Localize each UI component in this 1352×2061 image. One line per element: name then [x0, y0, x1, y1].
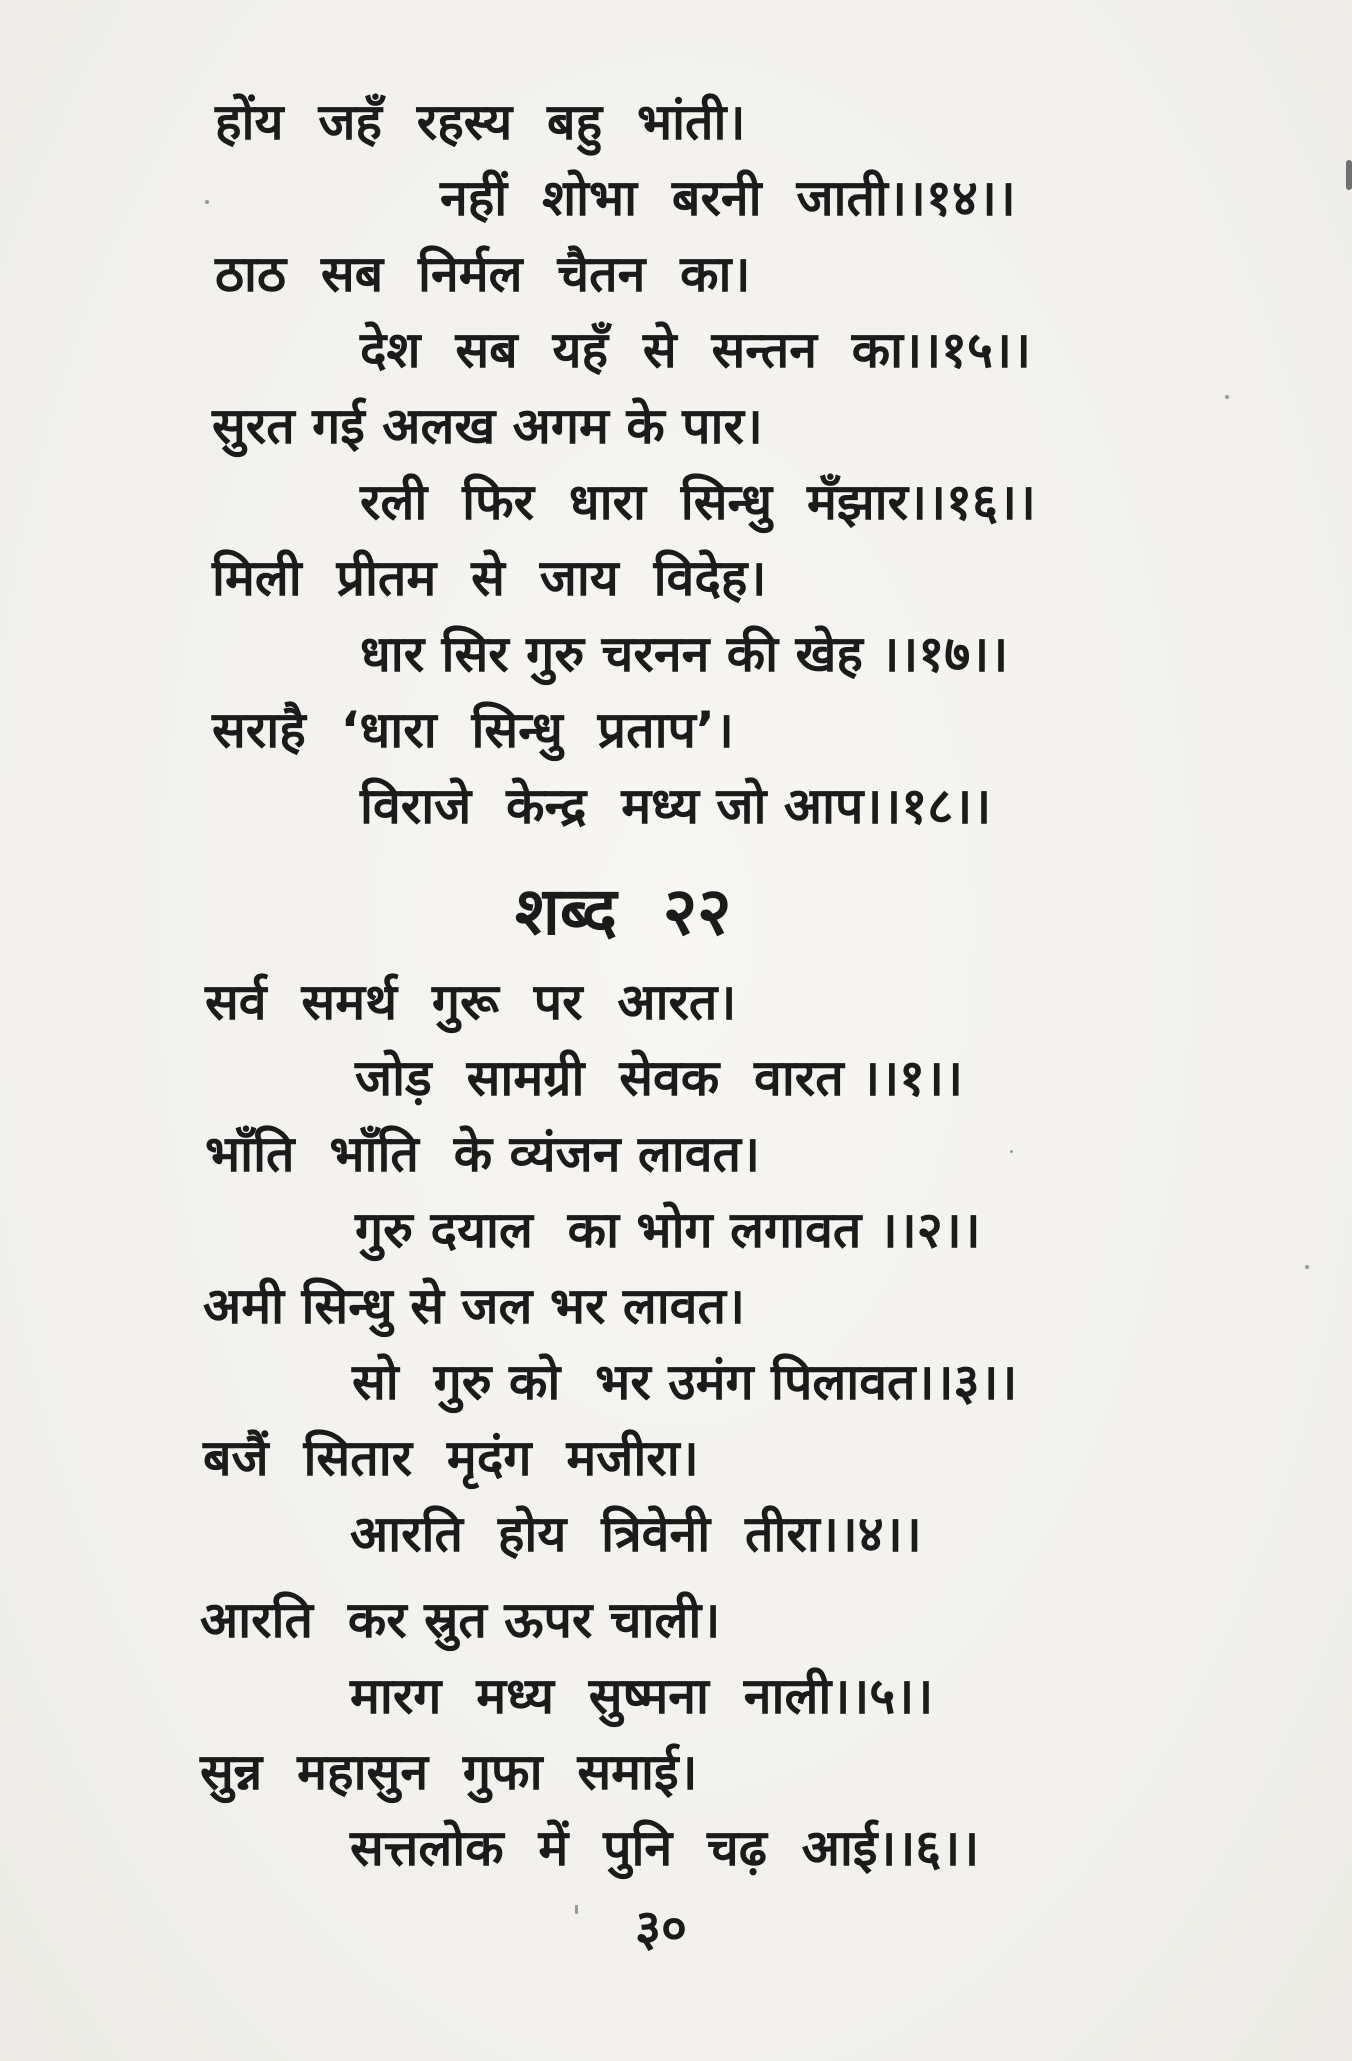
- verse-line: ठाठ सब निर्मल चैतन का।: [215, 245, 751, 303]
- verse-line: जोड़ सामग्री सेवक वारत ।।१।।: [355, 1049, 963, 1107]
- verse-line: बजैं सितार मृदंग मजीरा।: [203, 1429, 699, 1487]
- verse-line: देश सब यहँ से सन्तन का।।१५।।: [360, 321, 1031, 379]
- scan-speck: [1225, 395, 1229, 399]
- verse-line: मिली प्रीतम से जाय विदेह।: [212, 549, 767, 607]
- scan-speck: [575, 1905, 578, 1914]
- scan-speck: [1346, 160, 1352, 190]
- scan-speck: [1010, 1150, 1013, 1153]
- verse-line: होंय जहँ रहस्य बहु भांती।: [215, 93, 746, 151]
- verse-line: रली फिर धारा सिन्धु मँझार।।१६।।: [360, 473, 1036, 531]
- verse-line: मारग मध्य सुष्मना नाली।।५।।: [350, 1667, 934, 1725]
- verse-line: सुरत गई अलख अगम के पार।: [212, 397, 763, 455]
- verse-line: आरति कर स्रुत ऊपर चाली।: [200, 1591, 721, 1649]
- section-heading: शब्द २२: [515, 873, 732, 950]
- verse-line: सत्तलोक में पुनि चढ़ आई।।६।।: [350, 1819, 980, 1877]
- scan-speck: [205, 200, 209, 204]
- scan-speck: [1305, 1265, 1309, 1269]
- page-number: ३०: [635, 1899, 687, 1957]
- verse-line: सर्व समर्थ गुरू पर आरत।: [205, 973, 737, 1031]
- verse-line: सुन्न महासुन गुफा समाई।: [200, 1743, 698, 1801]
- verse-line: गुरु दयाल का भोग लगावत ।।२।।: [355, 1201, 981, 1259]
- verse-line: सराहै ‘धारा सिन्धु प्रताप’।: [212, 701, 734, 759]
- verse-line: अमी सिन्धु से जल भर लावत।: [203, 1277, 745, 1335]
- verse-line: आरति होय त्रिवेनी तीरा।।४।।: [350, 1505, 922, 1563]
- verse-line: भाँति भाँति के व्यंजन लावत।: [205, 1125, 760, 1183]
- verse-line: विराजे केन्द्र मध्य जो आप।।१८।।: [360, 777, 992, 835]
- verse-line: धार सिर गुरु चरनन की खेह ।।१७।।: [360, 625, 1009, 683]
- verse-line: नहीं शोभा बरनी जाती।।१४।।: [440, 169, 1016, 227]
- verse-line: सो गुरु को भर उमंग पिलावत।।३।।: [352, 1353, 1018, 1411]
